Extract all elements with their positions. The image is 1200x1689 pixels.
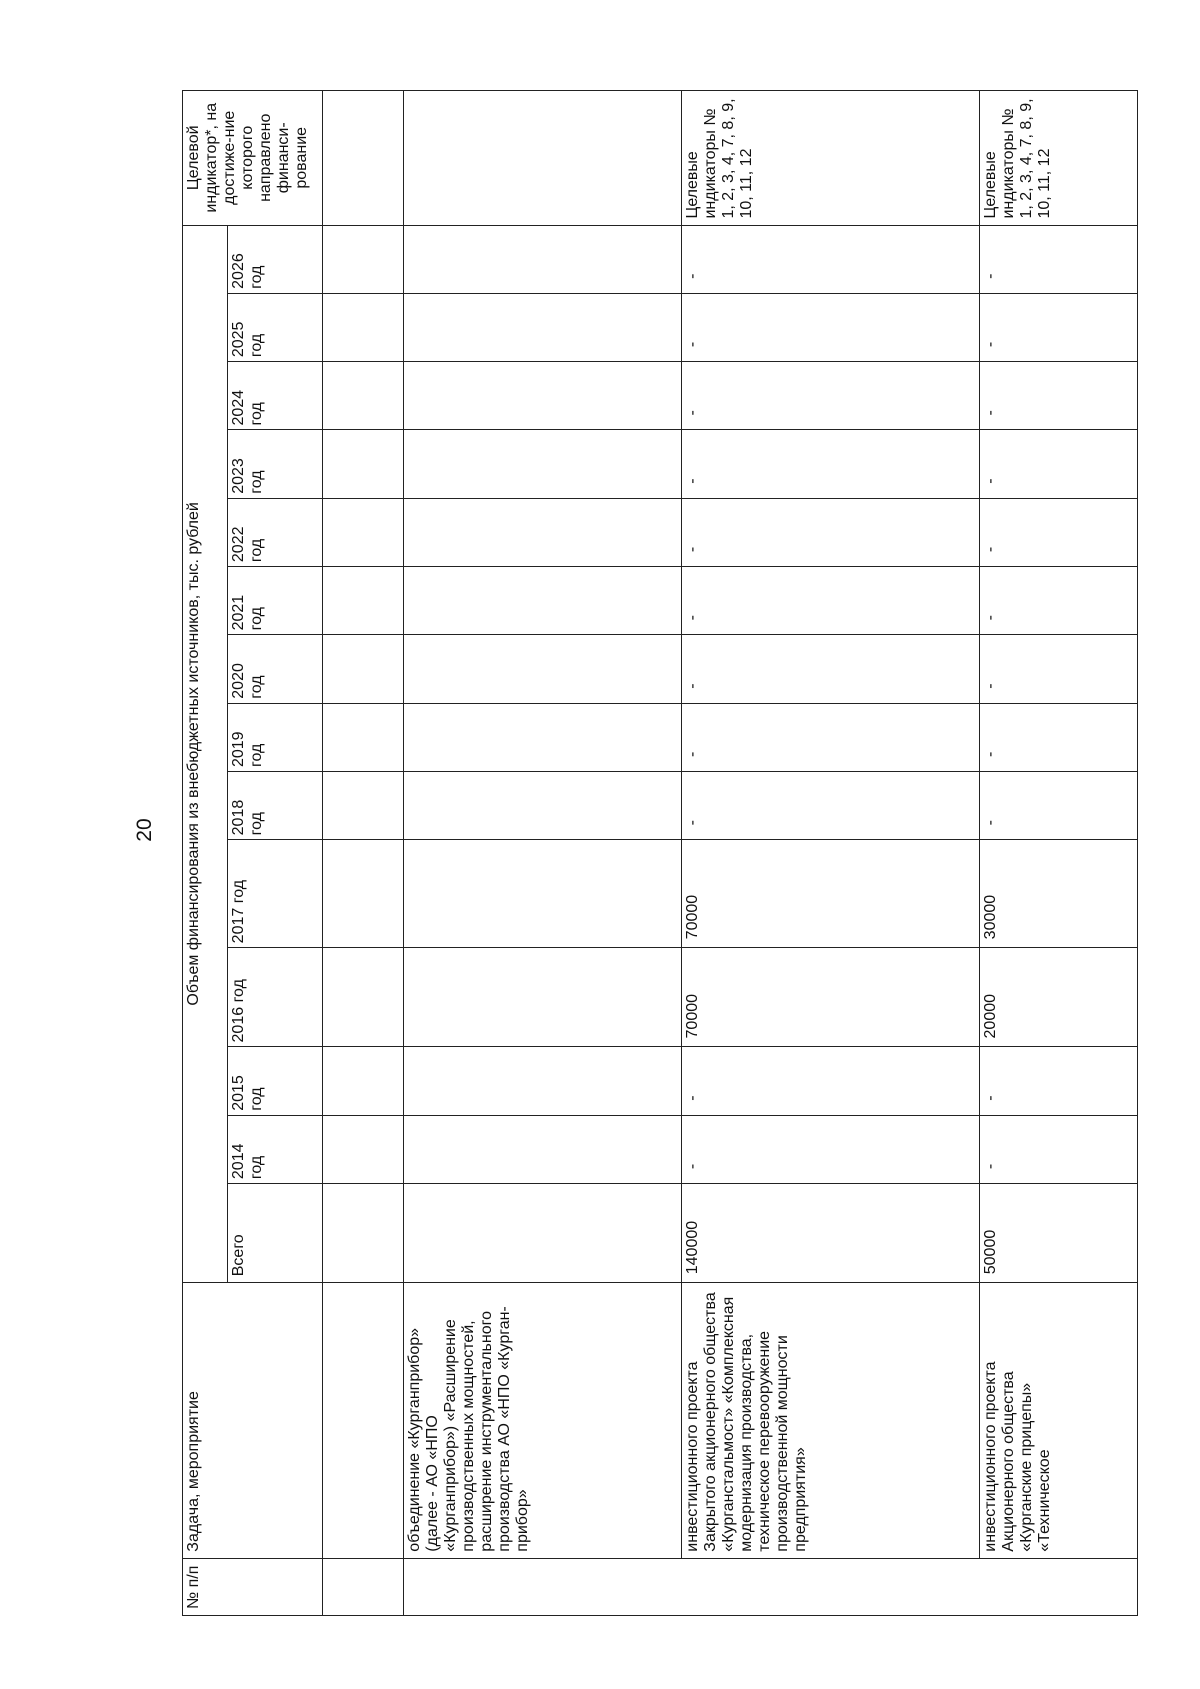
row-year-value: 70000 [682, 840, 980, 948]
header-year: 2016 год [228, 948, 323, 1047]
header-total: Всего [228, 1184, 323, 1283]
row-year-value: 70000 [682, 948, 980, 1047]
row-year-value: - [980, 1047, 1138, 1115]
row-total [404, 1184, 682, 1283]
row-year-value: - [980, 703, 1138, 771]
row-year-value [404, 362, 682, 430]
row-total: 50000 [980, 1184, 1138, 1283]
row-year-value: - [980, 772, 1138, 840]
row-year-value: - [682, 772, 980, 840]
row-year-value: - [980, 225, 1138, 293]
rotated-table-wrapper [182, 90, 1092, 1616]
header-year: 2014 год [228, 1115, 323, 1183]
header-year: 2024 год [228, 362, 323, 430]
row-year-value [404, 772, 682, 840]
header-year: 2018 год [228, 772, 323, 840]
row-year-value: - [682, 703, 980, 771]
row-year-value [404, 498, 682, 566]
row-year-value [404, 635, 682, 703]
row-year-value: - [980, 362, 1138, 430]
table-row [682, 91, 980, 1616]
row-year-value: - [980, 293, 1138, 361]
row-year-value: - [682, 293, 980, 361]
row-task: объединение «Курганприбор» (далее - АО «НПО «Курганприбор») «Расширение производственных мощностей, расширение инструментального производства АО «НПО «Курган-прибор» [404, 1283, 682, 1558]
row-year-value: - [682, 567, 980, 635]
section-spacer-row [323, 91, 404, 1616]
row-target: Целевые индикаторы № 1, 2, 3, 4, 7, 8, 9, 10, 11, 12 [682, 91, 980, 226]
row-year-value: - [682, 1047, 980, 1115]
header-row-1 [183, 91, 228, 1616]
row-year-value: - [682, 498, 980, 566]
row-year-value [404, 840, 682, 948]
header-num: № п/п [183, 1558, 323, 1615]
header-year: 2025 год [228, 293, 323, 361]
header-year: 2023 год [228, 430, 323, 498]
header-year: 2022 год [228, 498, 323, 566]
row-year-value [404, 948, 682, 1047]
row-total: 140000 [682, 1184, 980, 1283]
header-task: Задача, мероприятие [183, 1283, 323, 1558]
row-year-value: 20000 [980, 948, 1138, 1047]
row-task: инвестиционного проекта Акционерного общества «Курганские прицепы» «Техническое [980, 1283, 1138, 1558]
row-year-value: 30000 [980, 840, 1138, 948]
row-year-value: - [682, 225, 980, 293]
header-year: 2017 год [228, 840, 323, 948]
row-year-value [404, 293, 682, 361]
row-year-value: - [980, 635, 1138, 703]
header-target: Целевой индикатор*, на достиже-ние которого направлено финанси-рование [183, 91, 323, 226]
row-year-value: - [682, 430, 980, 498]
row-year-value: - [682, 1115, 980, 1183]
row-year-value: - [980, 1115, 1138, 1183]
row-year-value [404, 1115, 682, 1183]
row-target: Целевые индикаторы № 1, 2, 3, 4, 7, 8, 9, 10, 11, 12 [980, 91, 1138, 226]
row-year-value: - [980, 498, 1138, 566]
table-row [980, 91, 1138, 1616]
header-year: 2019 год [228, 703, 323, 771]
row-target [404, 91, 682, 226]
row-year-value: - [682, 362, 980, 430]
header-funding-group: Объем финансирования из внебюджетных источников, тыс. рублей [183, 225, 228, 1283]
header-year: 2015 год [228, 1047, 323, 1115]
header-year: 2021 год [228, 567, 323, 635]
row-year-value: - [980, 567, 1138, 635]
funding-table [182, 90, 1138, 1616]
row-year-value: - [980, 430, 1138, 498]
header-year: 2026 год [228, 225, 323, 293]
row-task: инвестиционного проекта Закрытого акционерного общества «Курганстальмост» «Комплексная модернизация производства, техническое перевооружение производственной мощности предприятия» [682, 1283, 980, 1558]
header-year: 2020 год [228, 635, 323, 703]
row-year-value [404, 225, 682, 293]
row-year-value [404, 703, 682, 771]
row-year-value [404, 1047, 682, 1115]
row-num [404, 1558, 1138, 1615]
row-year-value: - [682, 635, 980, 703]
row-year-value [404, 567, 682, 635]
page-number: 20 [133, 818, 156, 842]
row-year-value [404, 430, 682, 498]
table-row [404, 91, 682, 1616]
